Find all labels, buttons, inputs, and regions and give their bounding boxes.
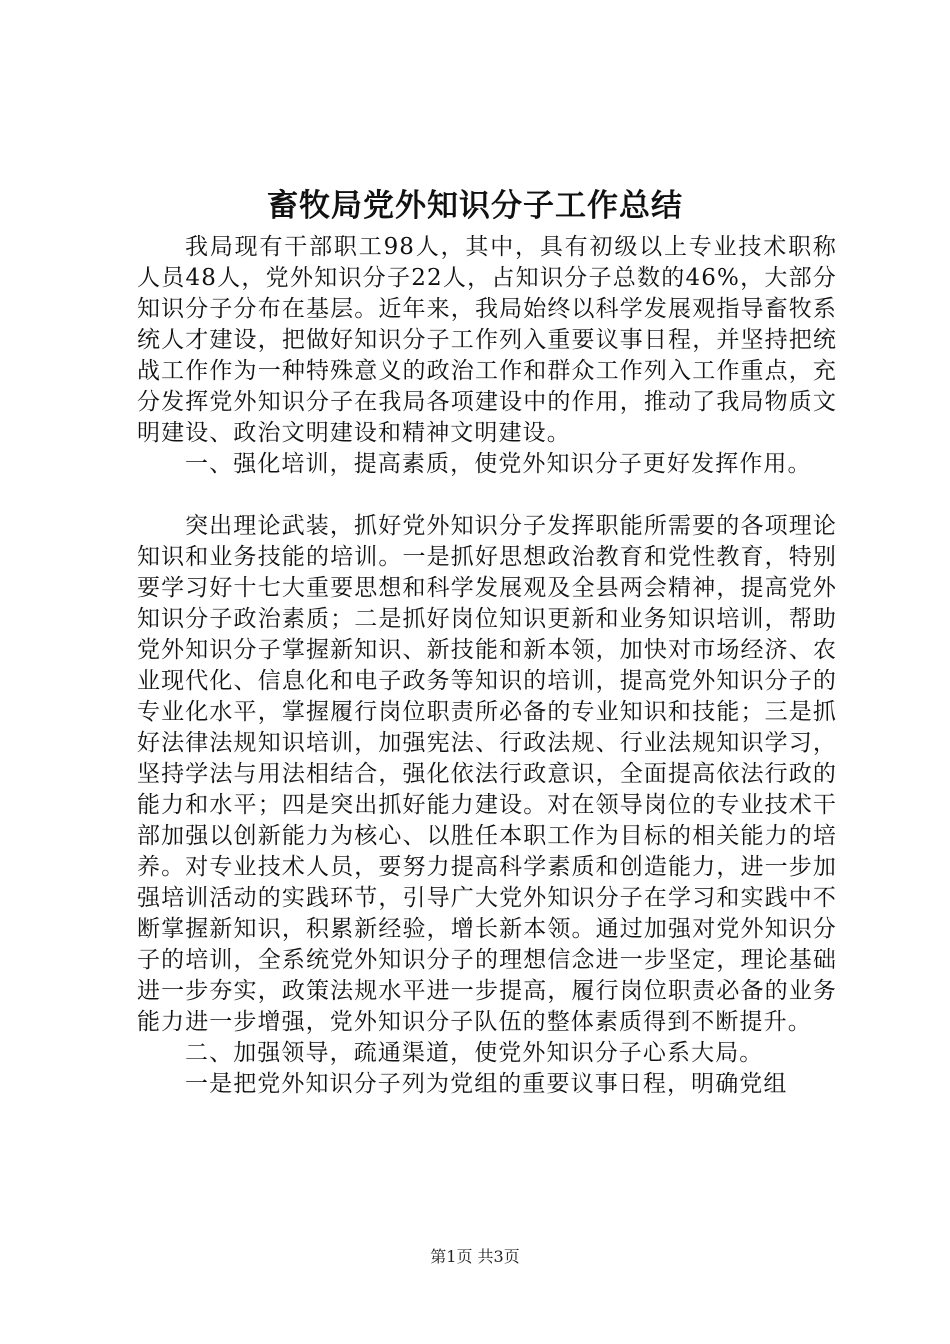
section-heading-2: 二、加强领导，疏通渠道，使党外知识分子心系大局。 (185, 1040, 764, 1066)
section-heading-1: 一、强化培训，提高素质，使党外知识分子更好发挥作用。 (185, 451, 812, 477)
page-footer: 第1页 共3页 (430, 1247, 520, 1266)
training-paragraph: 突出理论武装，抓好党外知识分子发挥职能所需要的各项理论知识和业务技能的培训。一是抓好思想政治教育和党性教育，特别要学习好十七大重要思想和科学发展观及全县两会精神，提高党外知识分子政治素质；二是抓好岗位知识更新和业务知识培训，帮助党外知识分子掌握新知识、新技能和新本领，加快对市场经济、农业现代化、信息化和电子政务等知识的培训，提高党外知识分子的专业化水平，掌握履行岗位职责所必备的专业知识和技能；三是抓好法律法规知识培训，加强宪法、行政法规、行业法规知识学习，坚持学法与用法相结合，强化依法行政意识，全面提高依法行政的能力和水平；四是突出抓好能力建设。对在领导岗位的专业技术干部加强以创新能力为核心、以胜任本职工作为目标的相关能力的培养。对专业技术人员，要努力提高科学素质和创造能力，进一步加强培训活动的实践环节，引导广大党外知识分子在学习和实践中不断掌握新知识，积累新经验，增长新本领。通过加强对党外知识分子的培训，全系统党外知识分子的理想信念进一步坚定，理论基础进一步夯实，政策法规水平进一步提高，履行岗位职责必备的业务能力进一步增强，党外知识分子队伍的整体素质得到不断提升。 (137, 513, 837, 1035)
document-title: 畜牧局党外知识分子工作总结 (267, 188, 683, 224)
leadership-paragraph: 一是把党外知识分子列为党组的重要议事日程，明确党组 (185, 1071, 788, 1097)
document-body (137, 232, 837, 1100)
intro-paragraph: 我局现有干部职工98人，其中，具有初级以上专业技术职称人员48人，党外知识分子22人，占知识分子总数的46%，大部分知识分子分布在基层。近年来，我局始终以科学发展观指导畜牧系统人才建设，把做好知识分子工作列入重要议事日程，并坚持把统战工作作为一种特殊意义的政治工作和群众工作列入工作重点，充分发挥党外知识分子在我局各项建设中的作用，推动了我局物质文明建设、政治文明建设和精神文明建设。 (137, 234, 837, 446)
